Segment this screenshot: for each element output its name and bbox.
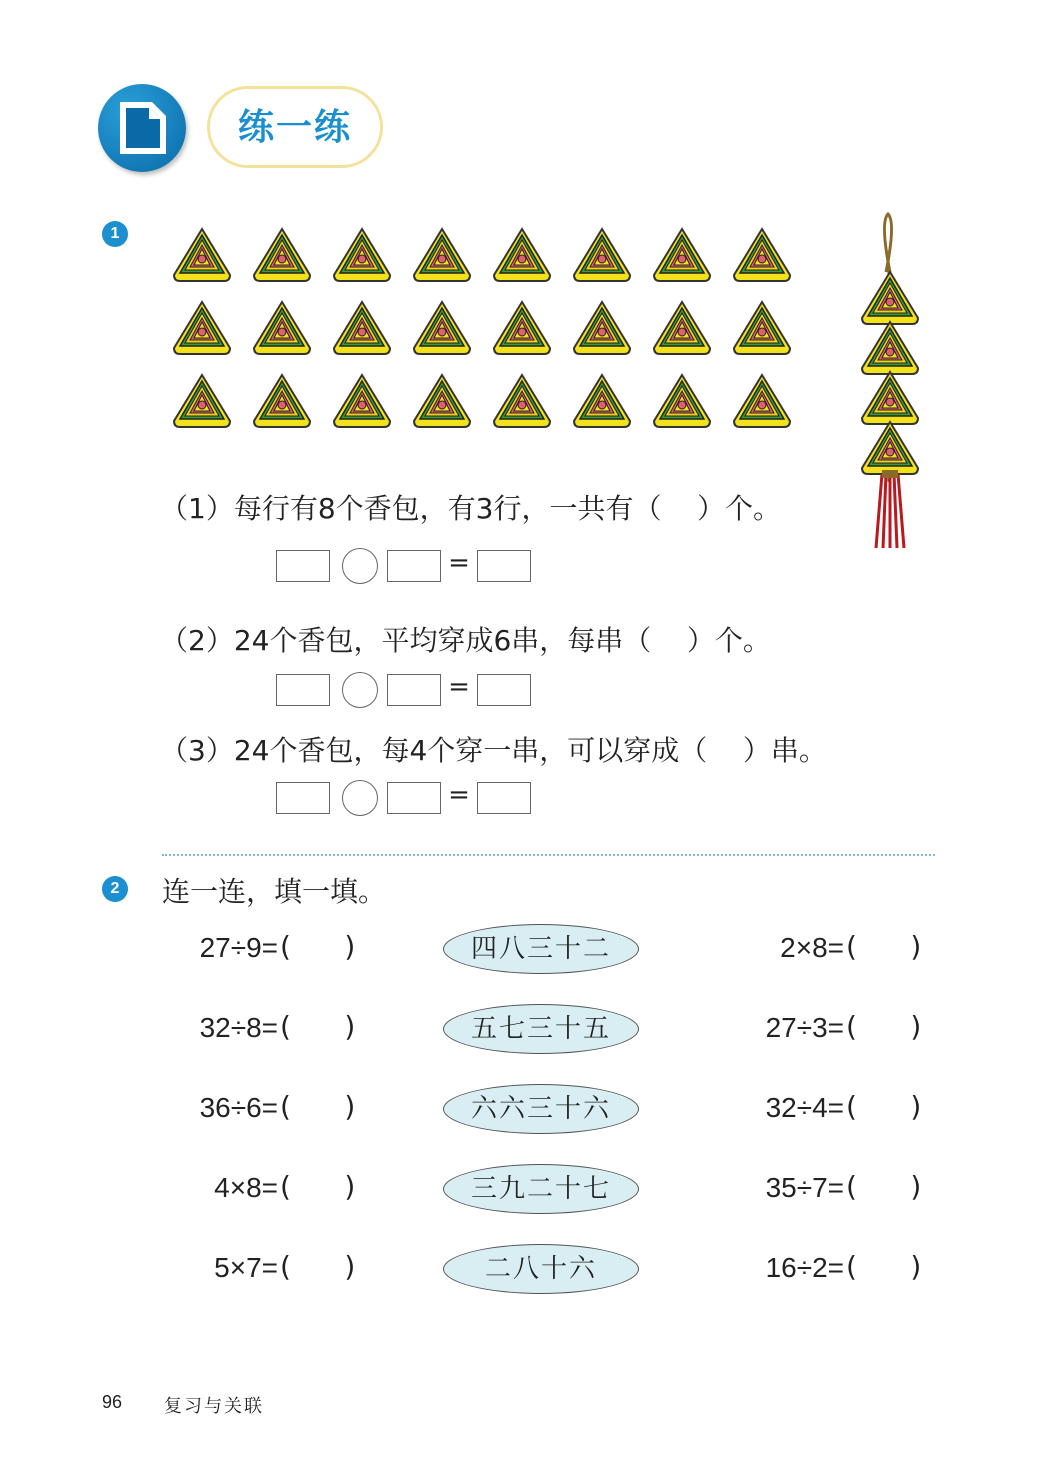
right-equation-2: 27÷3= [765, 1012, 844, 1043]
q2-equals: = [448, 672, 470, 702]
multiplication-rhyme-oval-3[interactable]: 六六三十六 [443, 1084, 639, 1134]
left-answer-slot-2[interactable]: ( ) [280, 1010, 356, 1043]
question-3-text: （3）24个香包，每4个穿一串，可以穿成（ ）串。 [160, 734, 827, 767]
q3-answer-box-2[interactable] [387, 782, 441, 814]
q2-answer-box-2[interactable] [387, 674, 441, 706]
right-answer-slot-4[interactable]: ( ) [846, 1170, 922, 1203]
exercise-1-badge: 1 [102, 221, 128, 247]
q3-operator-circle[interactable] [342, 780, 378, 816]
exercise-2-badge: 2 [102, 876, 128, 902]
sachet-grid [174, 229, 790, 427]
right-answer-slot-5[interactable]: ( ) [846, 1250, 922, 1283]
left-answer-slot-4[interactable]: ( ) [280, 1170, 356, 1203]
left-equation-4: 4×8= [214, 1172, 278, 1203]
left-answer-slot-3[interactable]: ( ) [280, 1090, 356, 1123]
left-equation-5: 5×7= [214, 1252, 278, 1283]
sachet-string [862, 214, 918, 548]
right-answer-slot-3[interactable]: ( ) [846, 1090, 922, 1123]
right-answer-slot-1[interactable]: ( ) [846, 930, 922, 963]
question-2-text: （2）24个香包，平均穿成6串，每串（ ）个。 [160, 624, 771, 657]
section-name: 复习与关联 [164, 1396, 264, 1417]
q1-answer-box-1[interactable] [276, 550, 330, 582]
page-number: 96 [102, 1392, 123, 1412]
left-equation-3: 36÷6= [199, 1092, 278, 1123]
multiplication-rhyme-oval-1[interactable]: 四八三十二 [443, 924, 639, 974]
q1-equals: = [448, 548, 470, 578]
q3-answer-box-result[interactable] [477, 782, 531, 814]
q2-answer-box-1[interactable] [276, 674, 330, 706]
right-equation-1: 2×8= [780, 932, 844, 963]
left-answer-slot-1[interactable]: ( ) [280, 930, 356, 963]
multiplication-rhyme-oval-4[interactable]: 三九二十七 [443, 1164, 639, 1214]
document-icon-graphic [98, 84, 186, 172]
left-equation-2: 32÷8= [199, 1012, 278, 1043]
q3-answer-box-1[interactable] [276, 782, 330, 814]
right-equation-4: 35÷7= [765, 1172, 844, 1203]
right-equation-3: 32÷4= [765, 1092, 844, 1123]
right-answer-slot-2[interactable]: ( ) [846, 1010, 922, 1043]
q1-operator-circle[interactable] [342, 548, 378, 584]
multiplication-rhyme-oval-2[interactable]: 五七三十五 [443, 1004, 639, 1054]
q1-answer-box-result[interactable] [477, 550, 531, 582]
q2-operator-circle[interactable] [342, 672, 378, 708]
left-equation-1: 27÷9= [199, 932, 278, 963]
document-icon [98, 84, 186, 172]
q1-answer-box-2[interactable] [387, 550, 441, 582]
q2-answer-box-result[interactable] [477, 674, 531, 706]
multiplication-rhyme-oval-5[interactable]: 二八十六 [443, 1244, 639, 1294]
q3-equals: = [448, 780, 470, 810]
question-1-text: （1）每行有8个香包，有3行，一共有（ ）个。 [160, 492, 782, 525]
exercise-2-instruction: 连一连，填一填。 [162, 875, 387, 908]
section-divider [162, 854, 935, 856]
page-title: 练一练 [237, 106, 352, 148]
left-answer-slot-5[interactable]: ( ) [280, 1250, 356, 1283]
right-equation-5: 16÷2= [765, 1252, 844, 1283]
